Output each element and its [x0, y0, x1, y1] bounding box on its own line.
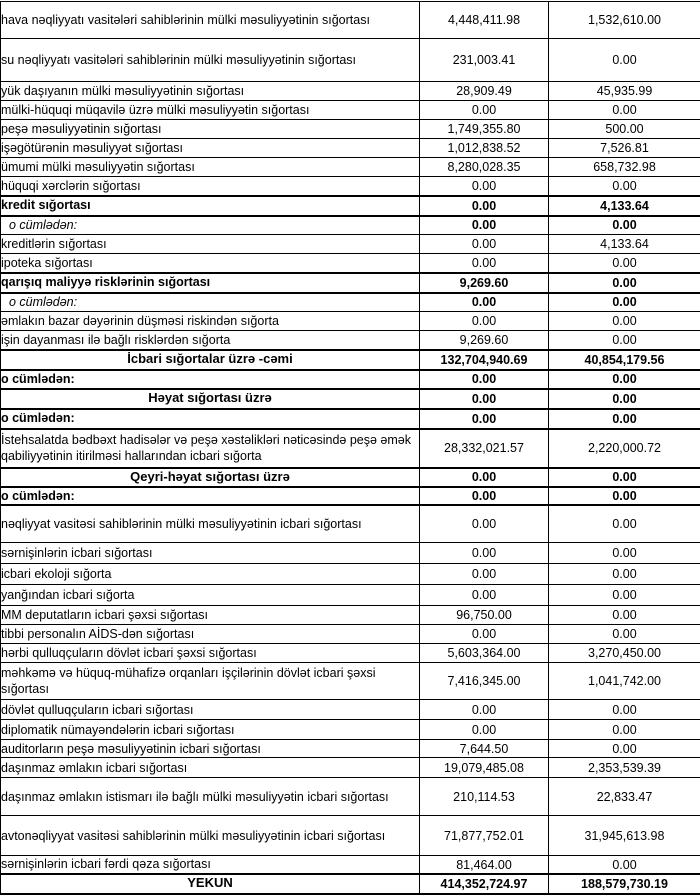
row-label: YEKUN	[1, 874, 420, 894]
table-row	[1, 644, 700, 663]
table-row	[1, 235, 700, 254]
table-row	[1, 856, 700, 874]
row-payout-value: 0.00	[549, 273, 700, 293]
row-label: MM deputatların icbari şəxsi sığortası	[1, 606, 420, 625]
row-payout-value: 0.00	[549, 370, 700, 389]
table-row	[1, 585, 700, 606]
row-label: sərnişinlərin icbari fərdi qəza sığortası	[1, 856, 420, 874]
row-premium-value: 7,644.50	[420, 740, 549, 758]
row-premium-value: 7,416,345.00	[420, 663, 549, 700]
row-payout-value: 0.00	[549, 625, 700, 644]
table-row	[1, 874, 700, 894]
row-premium-value: 0.00	[420, 101, 549, 120]
row-premium-value: 28,332,021.57	[420, 429, 549, 468]
table-row	[1, 625, 700, 644]
row-premium-value: 210,114.53	[420, 778, 549, 816]
row-label: diplomatik nümayəndələrin icbari sığortası	[1, 720, 420, 740]
row-payout-value: 500.00	[549, 120, 700, 139]
row-payout-value: 7,526.81	[549, 139, 700, 158]
row-payout-value: 0.00	[549, 564, 700, 585]
row-label: o cümlədən:	[1, 293, 420, 312]
row-payout-value: 22,833.47	[549, 778, 700, 816]
table-row	[1, 312, 700, 331]
row-payout-value: 0.00	[549, 543, 700, 564]
row-premium-value: 0.00	[420, 564, 549, 585]
row-premium-value: 0.00	[420, 177, 549, 196]
table-row	[1, 505, 700, 543]
row-label: ümumi mülki məsuliyyətin sığortası	[1, 158, 420, 177]
row-premium-value: 414,352,724.97	[420, 874, 549, 894]
row-payout-value: 1,532,610.00	[549, 2, 700, 39]
table-row	[1, 254, 700, 273]
table-row	[1, 740, 700, 758]
row-premium-value: 71,877,752.01	[420, 816, 549, 856]
row-label: tibbi personalın AİDS-dən sığortası	[1, 625, 420, 644]
row-label: daşınmaz əmlakın icbari sığortası	[1, 758, 420, 778]
row-premium-value: 5,603,364.00	[420, 644, 549, 663]
row-payout-value: 0.00	[549, 505, 700, 543]
row-payout-value: 2,220,000.72	[549, 429, 700, 468]
table-row	[1, 700, 700, 720]
row-payout-value: 4,133.64	[549, 196, 700, 216]
row-label: işin dayanması ilə bağlı risklərdən sığorta	[1, 331, 420, 350]
table-row	[1, 2, 700, 39]
row-payout-value: 2,353,539.39	[549, 758, 700, 778]
row-payout-value: 0.00	[549, 409, 700, 429]
row-payout-value: 0.00	[549, 487, 700, 505]
row-payout-value: 0.00	[549, 312, 700, 331]
row-label: İcbari sığortalar üzrə -cəmi	[1, 350, 420, 370]
row-premium-value: 0.00	[420, 389, 549, 409]
row-label: yanğından icbari sığorta	[1, 585, 420, 606]
row-label: məhkəmə və hüquq-mühafizə orqanları işçilərinin dövlət icbari şəxsi sığortası	[1, 663, 420, 700]
insurance-table-body	[1, 2, 700, 894]
row-premium-value: 9,269.60	[420, 273, 549, 293]
row-premium-value: 231,003.41	[420, 39, 549, 82]
row-payout-value: 4,133.64	[549, 235, 700, 254]
row-payout-value: 0.00	[549, 101, 700, 120]
table-row	[1, 196, 700, 216]
row-premium-value: 132,704,940.69	[420, 350, 549, 370]
row-premium-value: 19,079,485.08	[420, 758, 549, 778]
row-premium-value: 8,280,028.35	[420, 158, 549, 177]
row-premium-value: 0.00	[420, 409, 549, 429]
row-label: Qeyri-həyat sığortası üzrə	[1, 468, 420, 487]
row-payout-value: 0.00	[549, 606, 700, 625]
table-row	[1, 816, 700, 856]
row-premium-value: 0.00	[420, 720, 549, 740]
row-payout-value: 0.00	[549, 177, 700, 196]
table-row	[1, 606, 700, 625]
table-row	[1, 350, 700, 370]
row-payout-value: 0.00	[549, 216, 700, 235]
row-label: sərnişinlərin icbari sığortası	[1, 543, 420, 564]
table-row	[1, 293, 700, 312]
row-premium-value: 0.00	[420, 700, 549, 720]
table-row	[1, 39, 700, 82]
table-row	[1, 370, 700, 389]
row-premium-value: 4,448,411.98	[420, 2, 549, 39]
row-label: hərbi qulluqçuların dövlət icbari şəxsi sığortası	[1, 644, 420, 663]
row-label: İstehsalatda bədbəxt hadisələr və peşə xəstəlikləri nəticəsində peşə əmək qabiliyyətinin itirilməsi hallarından icbari sığorta	[1, 429, 420, 468]
row-label: hüquqi xərclərin sığortası	[1, 177, 420, 196]
row-premium-value: 0.00	[420, 487, 549, 505]
row-premium-value: 0.00	[420, 543, 549, 564]
row-payout-value: 0.00	[549, 39, 700, 82]
row-label: hava nəqliyyatı vasitələri sahiblərinin mülki məsuliyyətinin sığortası	[1, 2, 420, 39]
row-premium-value: 0.00	[420, 585, 549, 606]
row-payout-value: 0.00	[549, 331, 700, 350]
row-label: ipoteka sığortası	[1, 254, 420, 273]
table-row	[1, 139, 700, 158]
table-row	[1, 216, 700, 235]
row-payout-value: 0.00	[549, 720, 700, 740]
row-payout-value: 45,935.99	[549, 82, 700, 101]
row-label: o cümlədən:	[1, 370, 420, 389]
row-label: auditorların peşə məsuliyyətinin icbari sığortası	[1, 740, 420, 758]
row-payout-value: 0.00	[549, 585, 700, 606]
row-premium-value: 1,012,838.52	[420, 139, 549, 158]
row-label: avtonəqliyyat vasitəsi sahiblərinin mülki məsuliyyətinin icbari sığortası	[1, 816, 420, 856]
table-row	[1, 389, 700, 409]
row-payout-value: 0.00	[549, 856, 700, 874]
table-row	[1, 468, 700, 487]
table-row	[1, 429, 700, 468]
row-payout-value: 3,270,450.00	[549, 644, 700, 663]
insurance-statistics-table	[0, 1, 700, 895]
row-label: kreditlərin sığortası	[1, 235, 420, 254]
row-premium-value: 0.00	[420, 196, 549, 216]
row-label: o cümlədən:	[1, 409, 420, 429]
row-premium-value: 0.00	[420, 254, 549, 273]
table-row	[1, 720, 700, 740]
table-row	[1, 120, 700, 139]
row-label: işəgötürənin məsuliyyət sığortası	[1, 139, 420, 158]
row-label: nəqliyyat vasitəsi sahiblərinin mülki məsuliyyətinin icbari sığortası	[1, 505, 420, 543]
row-label: əmlakın bazar dəyərinin düşməsi riskindən sığorta	[1, 312, 420, 331]
row-label: peşə məsuliyyətinin sığortası	[1, 120, 420, 139]
table-row	[1, 663, 700, 700]
row-premium-value: 0.00	[420, 370, 549, 389]
table-row	[1, 331, 700, 350]
row-label: mülki-hüquqi müqavilə üzrə mülki məsuliyyətin sığortası	[1, 101, 420, 120]
row-label: Həyat sığortası üzrə	[1, 389, 420, 409]
row-label: o cümlədən:	[1, 216, 420, 235]
row-label: dövlət qulluqçuların icbari sığortası	[1, 700, 420, 720]
table-row	[1, 177, 700, 196]
row-label: yük daşıyanın mülki məsuliyyətinin sığortası	[1, 82, 420, 101]
row-premium-value: 96,750.00	[420, 606, 549, 625]
row-payout-value: 0.00	[549, 468, 700, 487]
row-payout-value: 0.00	[549, 700, 700, 720]
row-payout-value: 31,945,613.98	[549, 816, 700, 856]
row-premium-value: 0.00	[420, 468, 549, 487]
row-payout-value: 1,041,742.00	[549, 663, 700, 700]
table-row	[1, 409, 700, 429]
row-label: su nəqliyyatı vasitələri sahiblərinin mülki məsuliyyətinin sığortası	[1, 39, 420, 82]
row-label: kredit sığortası	[1, 196, 420, 216]
row-label: qarışıq maliyyə risklərinin sığortası	[1, 273, 420, 293]
row-premium-value: 9,269.60	[420, 331, 549, 350]
table-row	[1, 82, 700, 101]
table-row	[1, 487, 700, 505]
row-payout-value: 658,732.98	[549, 158, 700, 177]
table-row	[1, 101, 700, 120]
row-premium-value: 0.00	[420, 235, 549, 254]
table-row	[1, 778, 700, 816]
row-payout-value: 0.00	[549, 389, 700, 409]
row-payout-value: 0.00	[549, 740, 700, 758]
row-label: icbari ekoloji sığorta	[1, 564, 420, 585]
table-row	[1, 273, 700, 293]
row-premium-value: 1,749,355.80	[420, 120, 549, 139]
row-payout-value: 0.00	[549, 293, 700, 312]
row-premium-value: 81,464.00	[420, 856, 549, 874]
row-payout-value: 188,579,730.19	[549, 874, 700, 894]
row-premium-value: 0.00	[420, 293, 549, 312]
row-premium-value: 28,909.49	[420, 82, 549, 101]
row-payout-value: 40,854,179.56	[549, 350, 700, 370]
table-row	[1, 543, 700, 564]
row-label: o cümlədən:	[1, 487, 420, 505]
row-label: daşınmaz əmlakın istismarı ilə bağlı mülki məsuliyyətin icbari sığortası	[1, 778, 420, 816]
table-row	[1, 758, 700, 778]
row-premium-value: 0.00	[420, 216, 549, 235]
row-premium-value: 0.00	[420, 505, 549, 543]
table-row	[1, 158, 700, 177]
row-premium-value: 0.00	[420, 312, 549, 331]
row-premium-value: 0.00	[420, 625, 549, 644]
table-row	[1, 564, 700, 585]
row-payout-value: 0.00	[549, 254, 700, 273]
